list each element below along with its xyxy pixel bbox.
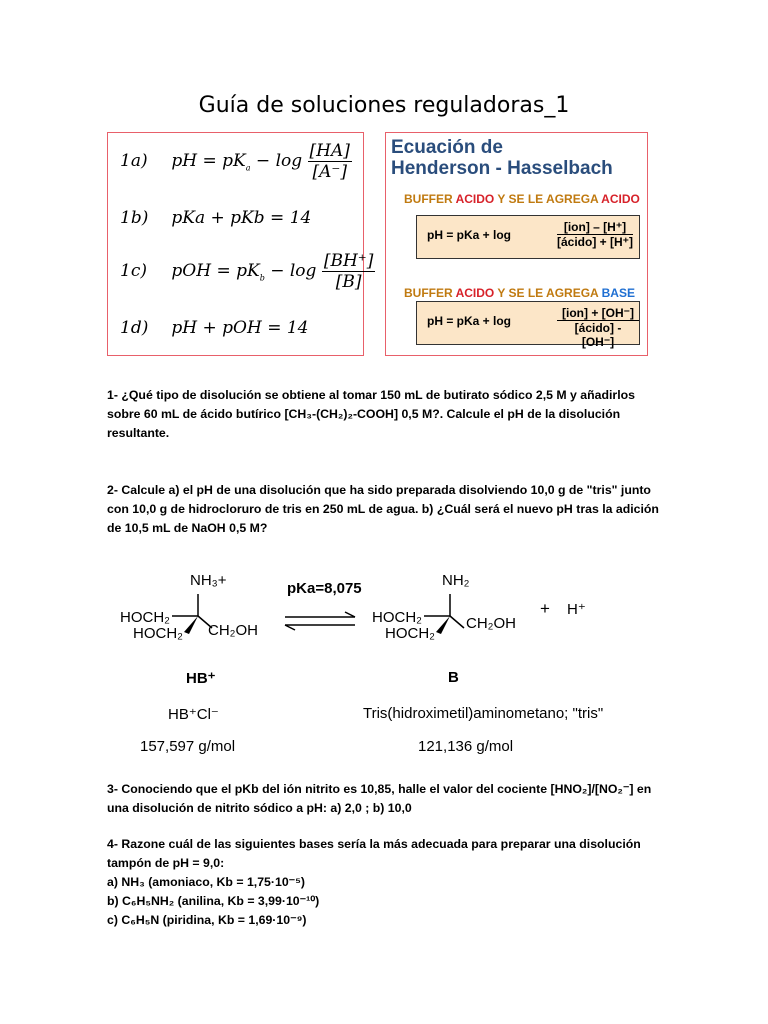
formula-base-box: pH = pKa + log [ion] + [OH⁻] [ácido] - [OH⁻] (416, 301, 640, 345)
henderson-subtitle-base: BUFFER ACIDO Y SE LE AGREGA BASE (404, 286, 635, 300)
henderson-title: Ecuación de Henderson - Hasselbach (391, 137, 613, 179)
fraction: $\frac{[HA]}{[A^-]}$ (309, 141, 350, 182)
fraction: $\frac{[BH^+]}{[B]}$ (323, 251, 374, 292)
fraction: [ion] + [OH⁻] [ácido] - [OH⁻] (557, 306, 639, 349)
equation-1d: 1d) pH + pOH = 14 (120, 318, 309, 338)
question-2: 2- Calcule a) el pH de una disolución que ha sido preparada disolviendo 10,0 g de "tris" junto con 10,0 g de hidrocloruro de tris en 250 mL de agua. b) ¿Cuál será el nuevo pH tras la adición de 10,5 mL de NaOH 0,5 M? (107, 483, 659, 535)
henderson-subtitle-acid: BUFFER ACIDO Y SE LE AGREGA ACIDO (404, 192, 640, 206)
question-4-option-a: a) NH₃ (amoniaco, Kb = 1,75·10⁻⁵) (107, 875, 306, 889)
question-1: 1- ¿Qué tipo de disolución se obtiene al tomar 150 mL de butirato sódico 2,5 M y añadirlos sobre 60 mL de ácido butírico [CH₃-(CH₂)₂-COOH] 0,5 M?. Calcule el pH de la disolución resultante. (107, 388, 635, 440)
equation-1a: 1a) pH = $pK_a - \log$ $\frac{[HA]}{[A^-]}$ (120, 141, 350, 182)
question-3: 3- Conociendo que el pKb del ión nitrito es 10,85, halle el valor del cociente [HNO₂]/[NO₂⁻] en una disolución de nitrito sódico a pH: a) 2,0 ; b) 10,0 (107, 782, 652, 815)
henderson-box (385, 132, 648, 356)
equation-1b: 1b) pKa + pKb = 14 (120, 208, 312, 228)
page-title: Guía de soluciones reguladoras_1 (198, 93, 570, 118)
question-4-option-b: b) C₆H₅NH₂ (anilina, Kb = 3,99·10⁻¹⁰) (107, 894, 320, 908)
fraction: [ion] – [H⁺] [ácido] + [H⁺] (557, 220, 634, 249)
formula-acid-box: pH = pKa + log [ion] – [H⁺] [ácido] + [H⁺] (416, 215, 640, 259)
equation-1c: 1c) pOH = $pK_b - \log$ $\frac{[BH^+]}{[B]}$ (120, 251, 374, 292)
question-4: 4- Razone cuál de las siguientes bases sería la más adecuada para preparar una disolución tampón de pH = 9,0: (107, 837, 641, 870)
question-4-option-c: c) C₆H₅N (piridina, Kb = 1,69·10⁻⁹) (107, 913, 307, 927)
equations-box (107, 132, 374, 356)
